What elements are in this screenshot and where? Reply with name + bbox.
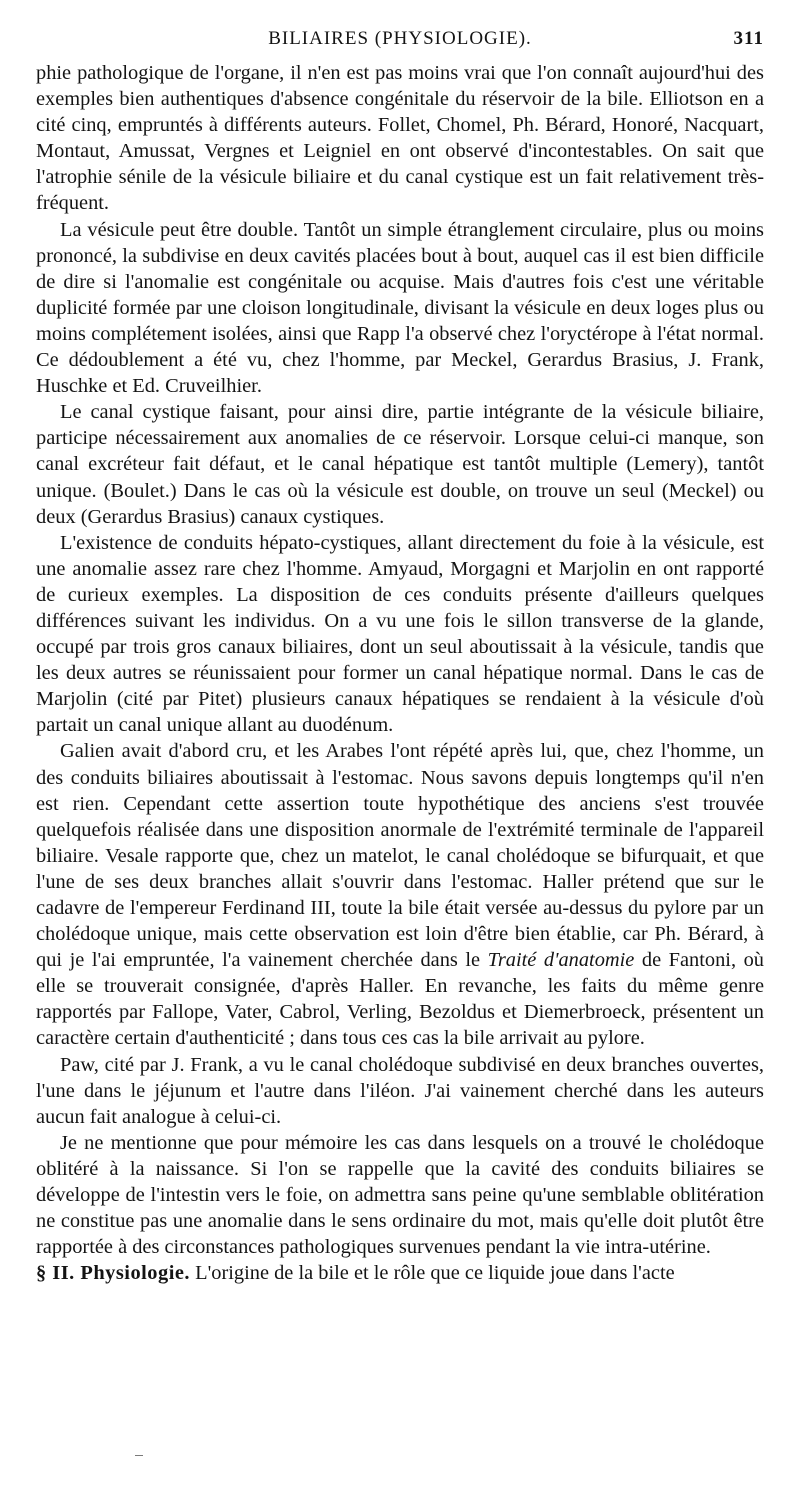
page-header xyxy=(36,28,764,52)
paragraph-5-text-after: de Fantoni, où elle se trouverait consignée, d'après Haller. En revanche, les faits du même genre rapportés par Fallope, Vater, Cabrol, Verling, Bezoldus et Diemerbroeck, présentent un caractère certain d'authenticité ; dans tous ces cas la bile arrivait au pylore. xyxy=(36,949,764,1050)
body-text xyxy=(36,60,764,1286)
paragraph-7: Je ne mentionne que pour mémoire les cas dans lesquels on a trouvé le cholédoque oblitéré à la naissance. Si l'on se rappelle que la cavité des conduits biliaires se développe de l'intestin vers le foie, on admettra sans peine qu'une semblable oblitération ne constitue pas une anomalie dans le sens ordinaire du mot, mais qu'elle doit plutôt être rapportée à des circonstances pathologiques survenues pendant la vie intra-utérine. xyxy=(36,1131,764,1259)
paragraph-6: Paw, cité par J. Frank, a vu le canal cholédoque subdivisé en deux branches ouvertes, l'une dans le jéjunum et l'autre dans l'iléon. J'ai vainement cherché dans les auteurs aucun fait analogue à celui-ci. xyxy=(36,1053,764,1128)
section-heading-line xyxy=(36,1260,764,1286)
paragraph-5-text: Galien avait d'abord cru, et les Arabes l'ont répété après lui, que, chez l'homme, un des conduits biliaires aboutissait à l'estomac. Nous savons depuis longtemps qu'il n'en est rien. Cependant cette assertion toute hypothétique des anciens s'est trouvée quelquefois réalisée dans une disposition anormale de l'extrémité terminale de l'appareil biliaire. Vesale rapporte que, chez un matelot, le canal cholédoque se bifurquait, et que l'une de ses deux branches allait s'ouvrir dans l'estomac. Haller prétend que sur le cadavre de l'empereur Ferdinand III, toute la bile était versée au-dessus du pylore par un cholédoque unique, mais cette observation est loin d'être bien établie, car Ph. Bérard, à qui je l'ai empruntée, l'a vainement cherchée dans le xyxy=(36,740,764,972)
paragraph-4: L'existence de conduits hépato-cystiques, allant directement du foie à la vésicule, est une anomalie assez rare chez l'homme. Amyaud, Morgagni et Marjolin en ont rapporté de curieux exemples. La disposition de ces conduits présente d'ailleurs quelques différences suivant les individus. On a vu une fois le sillon transverse de la glande, occupé par trois gros canaux biliaires, dont un seul aboutissait à la vésicule, tandis que les deux autres se réunissaient pour former un canal hépatique normal. Dans le cas de Marjolin (cité par Pitet) plusieurs canaux hépatiques se rendaient à la vésicule d'où partait un canal unique allant au duodénum. xyxy=(36,531,764,737)
running-title: BILIAIRES (PHYSIOLOGIE). xyxy=(268,28,532,49)
treatise-title: Traité d'anatomie xyxy=(487,949,635,972)
section-label: § II. Physiologie. xyxy=(36,1262,191,1285)
paragraph-1: phie pathologique de l'organe, il n'en est pas moins vrai que l'on connaît aujourd'hui des exemples bien authentiques d'absence congénitale du réservoir de la bile. Elliotson en a cité cinq, empruntés à différents auteurs. Follet, Chomel, Ph. Bérard, Honoré, Nacquart, Montaut, Amussat, Vergnes et Leigniel en ont observé d'incontestables. On sait que l'atrophie sénile de la vésicule biliaire et du canal cystique est un fait relativement très-fréquent. xyxy=(36,62,764,215)
page-number: 311 xyxy=(733,28,764,49)
bottom-dash-mark xyxy=(135,1455,143,1456)
section-text: L'origine de la bile et le rôle que ce liquide joue dans l'acte xyxy=(195,1262,675,1285)
paragraph-5 xyxy=(36,738,764,1051)
paragraph-2: La vésicule peut être double. Tantôt un simple étranglement circulaire, plus ou moins prononcé, la subdivise en deux cavités placées bout à bout, auquel cas il est bien difficile de dire si l'anomalie est congénitale ou acquise. Mais d'autres fois c'est une véritable duplicité formée par une cloison longitudinale, divisant la vésicule en deux loges plus ou moins complétement isolées, ainsi que Rapp l'a observé chez l'oryctérope à l'état normal. Ce dédoublement a été vu, chez l'homme, par Meckel, Gerardus Brasius, J. Frank, Huschke et Ed. Cruveilhier. xyxy=(36,218,764,398)
paragraph-3: Le canal cystique faisant, pour ainsi dire, partie intégrante de la vésicule biliaire, participe nécessairement aux anomalies de ce réservoir. Lorsque celui-ci manque, son canal excréteur fait défaut, et le canal hépatique est tantôt multiple (Lemery), tantôt unique. (Boulet.) Dans le cas où la vésicule est double, on trouve un seul (Meckel) ou deux (Gerardus Brasius) canaux cystiques. xyxy=(36,401,764,528)
